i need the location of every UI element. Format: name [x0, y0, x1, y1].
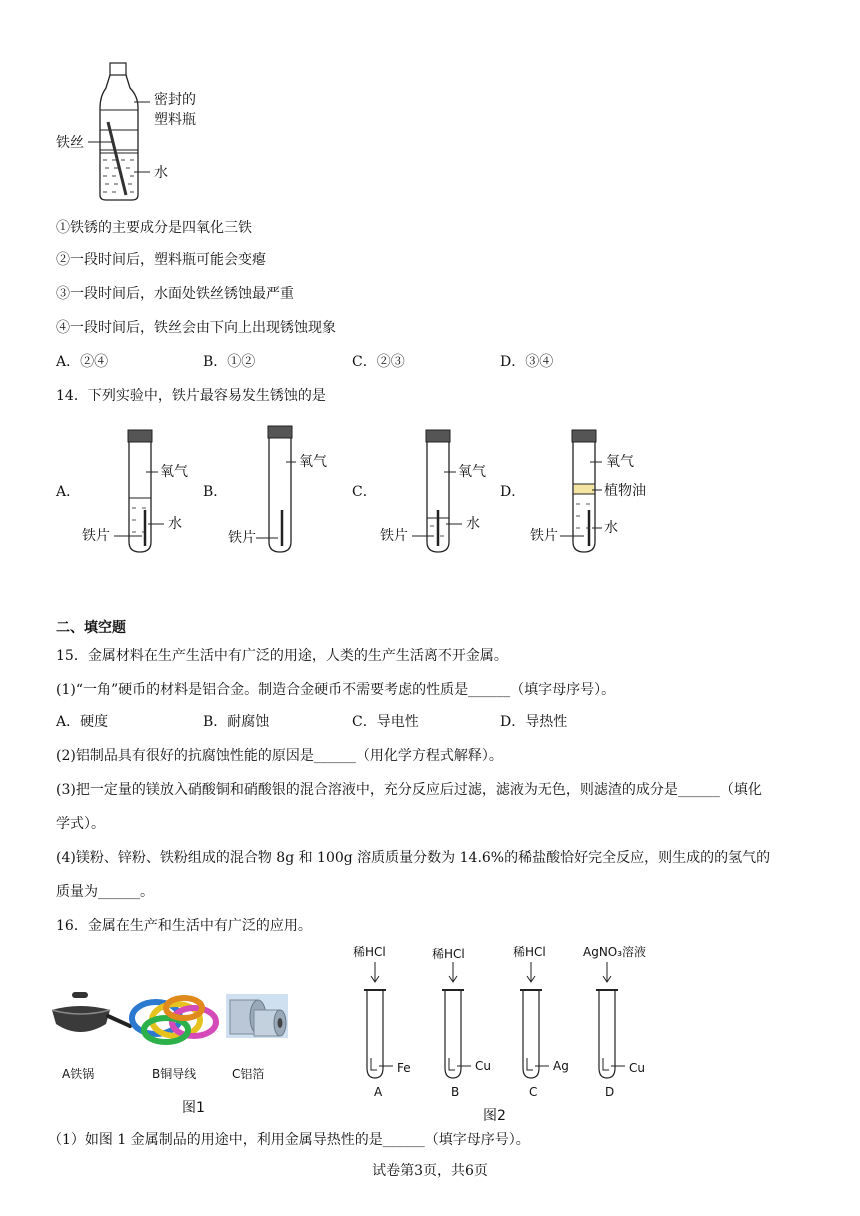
q14-letter-c: C．	[352, 484, 377, 500]
tube-a-oxygen-label: 氧气	[160, 464, 188, 480]
q15-part4-line2: 质量为______。	[56, 884, 154, 900]
q15-part3-line2: 学式）。	[56, 816, 105, 832]
tube-d-oil-label: 植物油	[604, 483, 646, 499]
q14-tube-b	[224, 424, 344, 558]
fig2-metal-d: Cu	[629, 1061, 645, 1075]
q15-part2: (2)铝制品具有很好的抗腐蚀性能的原因是______（用化学方程式解释）。	[56, 748, 503, 764]
wok-icon	[52, 992, 130, 1032]
fig2-metal-a: Fe	[397, 1061, 411, 1075]
aluminum-foil-icon	[226, 994, 288, 1038]
q14-stem: 14．下列实验中，铁片最容易发生锈蚀的是	[56, 388, 326, 404]
q13-option-d: D．③④	[500, 354, 554, 370]
q15-option-c: C．导电性	[352, 714, 419, 730]
fig2-letter-c: C	[529, 1085, 538, 1099]
q16-stem: 16．金属在生产和生活中有广泛的应用。	[56, 918, 312, 934]
q16-figure-1	[48, 990, 308, 1125]
q13-statement-4: ④一段时间后，铁丝会由下向上出现锈蚀现象	[56, 320, 336, 336]
copper-wire-icon	[132, 998, 216, 1042]
tube-c-oxygen-label: 氧气	[458, 464, 486, 480]
q14-letter-b: B．	[203, 484, 228, 500]
fig1-item-b: B铜导线	[152, 1067, 197, 1081]
q13-statement-2: ②一段时间后，塑料瓶可能会变瘪	[56, 252, 266, 268]
tube-d-iron-label: 铁片	[530, 528, 558, 544]
q13-option-c: C．②③	[352, 354, 405, 370]
fig2-caption: 图2	[483, 1108, 506, 1124]
fig2-metal-c: Ag	[553, 1059, 569, 1073]
q15-stem: 15．金属材料在生产生活中有广泛的用途，人类的生产生活离不开金属。	[56, 648, 508, 664]
tube-b-iron-label: 铁片	[228, 530, 256, 546]
q13-bottle-figure	[50, 60, 220, 210]
q16-figure-2	[345, 940, 675, 1125]
fig2-reagent-a: 稀HCl	[353, 945, 386, 959]
fig2-letter-a: A	[374, 1085, 383, 1099]
fig2-tube-c	[520, 962, 549, 1078]
q15-option-d: D．导热性	[500, 714, 568, 730]
q14-letter-a: A．	[56, 484, 81, 500]
q13-option-b: B．①②	[203, 354, 256, 370]
fig2-tube-a	[364, 962, 393, 1078]
fig2-metal-b: Cu	[475, 1059, 491, 1073]
fig2-letter-b: B	[451, 1085, 460, 1099]
fig1-item-c: C铝箔	[232, 1067, 265, 1081]
fig2-letter-d: D	[605, 1085, 615, 1099]
q15-option-b: B．耐腐蚀	[203, 714, 270, 730]
fig2-tube-b	[442, 962, 471, 1078]
q15-part3-line1: (3)把一定量的镁放入硝酸铜和硝酸银的混合溶液中，充分反应后过滤，滤液为无色，则滤渣的成分是______（填化	[56, 782, 762, 798]
q13-option-a: A．②④	[56, 354, 109, 370]
fig2-reagent-d: AgNO₃溶液	[583, 945, 647, 959]
q13-statement-3: ③一段时间后，水面处铁丝锈蚀最严重	[56, 286, 294, 302]
q15-part1: (1)“一角”硬币的材料是铝合金。制造合金硬币不需要考虑的性质是______（填字母序号）。	[56, 682, 616, 698]
q16-part1: （1）如图 1 金属制品的用途中，利用金属导热性的是______（填字母序号）。	[48, 1132, 530, 1148]
q13-statement-1: ①铁锈的主要成分是四氧化三铁	[56, 220, 252, 236]
fig1-caption: 图1	[182, 1100, 205, 1116]
bottle-label-2: 塑料瓶	[154, 112, 196, 128]
fig2-tube-d	[596, 962, 625, 1078]
q15-option-a: A．硬度	[56, 714, 109, 730]
fig1-item-a: A铁锅	[62, 1067, 95, 1081]
q14-tube-c	[376, 428, 496, 558]
wire-label: 铁丝	[56, 135, 84, 151]
q14-tube-d	[528, 428, 668, 558]
fig2-reagent-b: 稀HCl	[432, 947, 465, 961]
tube-a-iron-label: 铁片	[82, 528, 110, 544]
tube-a-water-label: 水	[168, 516, 182, 532]
section-title: 二、填空题	[56, 620, 126, 636]
tube-c-iron-label: 铁片	[380, 528, 408, 544]
tube-c-water-label: 水	[466, 516, 480, 532]
tube-d-water-label: 水	[604, 520, 618, 536]
tube-b-oxygen-label: 氧气	[299, 454, 327, 470]
fig2-reagent-c: 稀HCl	[513, 945, 546, 959]
water-label: 水	[154, 165, 168, 181]
bottle-label-1: 密封的	[154, 92, 196, 108]
q14-tube-a	[78, 428, 198, 558]
q14-letter-d: D．	[500, 484, 526, 500]
page-footer: 试卷第3页，共6页	[372, 1163, 488, 1179]
q15-part4-line1: (4)镁粉、锌粉、铁粉组成的混合物 8g 和 100g 溶质质量分数为 14.6%的稀盐酸恰好完全反应，则生成的的氢气的	[56, 850, 771, 866]
tube-d-oxygen-label: 氧气	[606, 454, 634, 470]
